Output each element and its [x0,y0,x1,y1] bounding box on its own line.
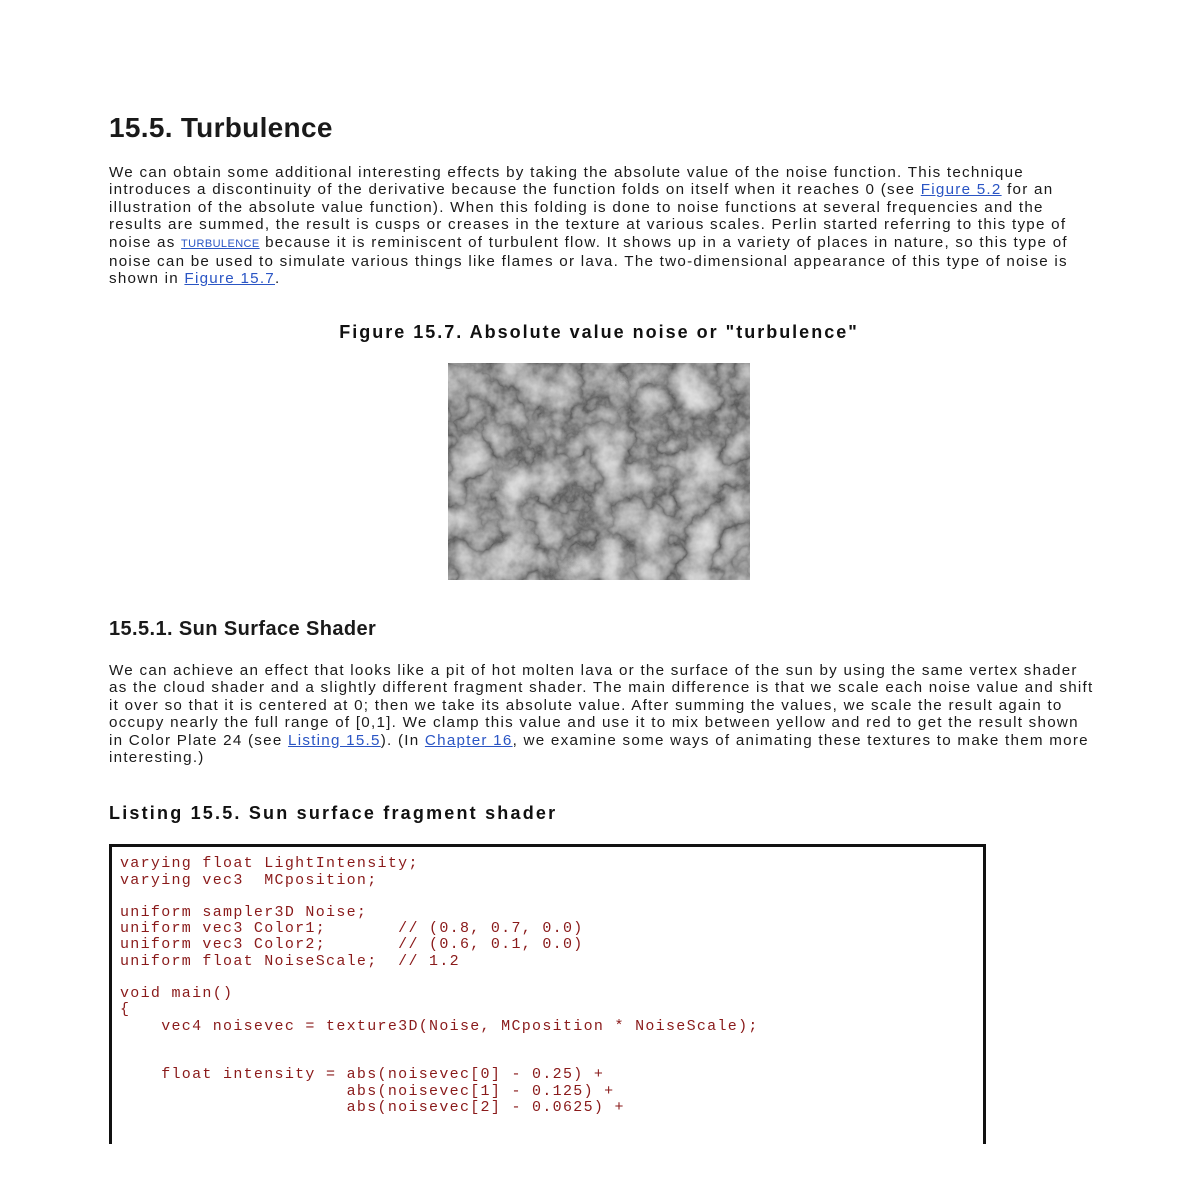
code-line: vec4 noisevec = texture3D(Noise, MCposition * NoiseScale); [120,1018,759,1035]
code-line: varying float LightIntensity; [120,855,419,872]
code-line: uniform vec3 Color2; // (0.6, 0.1, 0.0) [120,936,584,953]
text-run: because it is reminiscent of turbulent flow. It shows up in a variety of places in nature, so this type of noise can be used to simulate various things like flames or lava. The two-dimensional appearance of this type of noise is shown in [109,233,1068,288]
sun-shader-paragraph [109,662,1094,766]
code-line: uniform vec3 Color1; // (0.8, 0.7, 0.0) [120,920,584,937]
listing-15-5-link[interactable]: Listing 15.5 [288,731,381,749]
figure-caption: Figure 15.7. Absolute value noise or "turbulence" [339,322,859,342]
code-line: { [120,1001,131,1018]
turbulence-term-link[interactable]: TURBULENCE [181,237,260,250]
turbulence-noise-image [448,363,750,580]
text-run: . [275,270,281,288]
turbulence-paragraph [109,164,1094,288]
code-line: uniform float NoiseScale; // 1.2 [120,953,460,970]
figure-5-2-link[interactable]: Figure 5.2 [920,181,1002,199]
code-listing [109,844,986,1144]
section-title: 15.5. Turbulence [109,112,333,143]
text-run: We can achieve an effect that looks like a pit of hot molten lava or the surface of the sun by using the same vertex shader as the cloud shader and a slightly different fragment shader. The main difference is that we scale each noise value and shift it over so that it is centered at 0; then we take its absolute value. After summing the values, we scale the result again to occupy nearly the full range of [0,1]. We clamp this value and use it to mix between yellow and red to get the result shown in Color Plate 24 (see [109,662,1094,749]
text-run: for an illustration of the absolute value function). When this folding is done to noise functions at several frequencies and the results are summed, the result is cusps or creases in the texture at various scales. Perlin started referring to this type of noise as [109,181,1067,251]
code-line: varying vec3 MCposition; [120,872,378,889]
subsection-title: 15.5.1. Sun Surface Shader [109,618,377,640]
text-run: We can obtain some additional interesting effects by taking the absolute value of the noise function. This technique introduces a discontinuity of the derivative because the function folds on itself when it reaches 0 (see [109,164,1024,199]
figure-15-7-link[interactable]: Figure 15.7 [184,270,275,288]
chapter-16-link[interactable]: Chapter 16 [424,731,513,749]
code-line: abs(noisevec[1] - 0.125) + [120,1083,615,1100]
noise-texture-graphic [448,363,750,580]
code-line: uniform sampler3D Noise; [120,904,368,921]
code-line: float intensity = abs(noisevec[0] - 0.25) + [120,1066,605,1083]
listing-caption: Listing 15.5. Sun surface fragment shader [109,803,558,823]
text-run: ). (In [380,731,425,749]
code-line: abs(noisevec[2] - 0.0625) + [120,1099,625,1116]
text-run: , we examine some ways of animating these textures to make them more interesting.) [109,731,1089,767]
code-line: void main() [120,985,234,1002]
